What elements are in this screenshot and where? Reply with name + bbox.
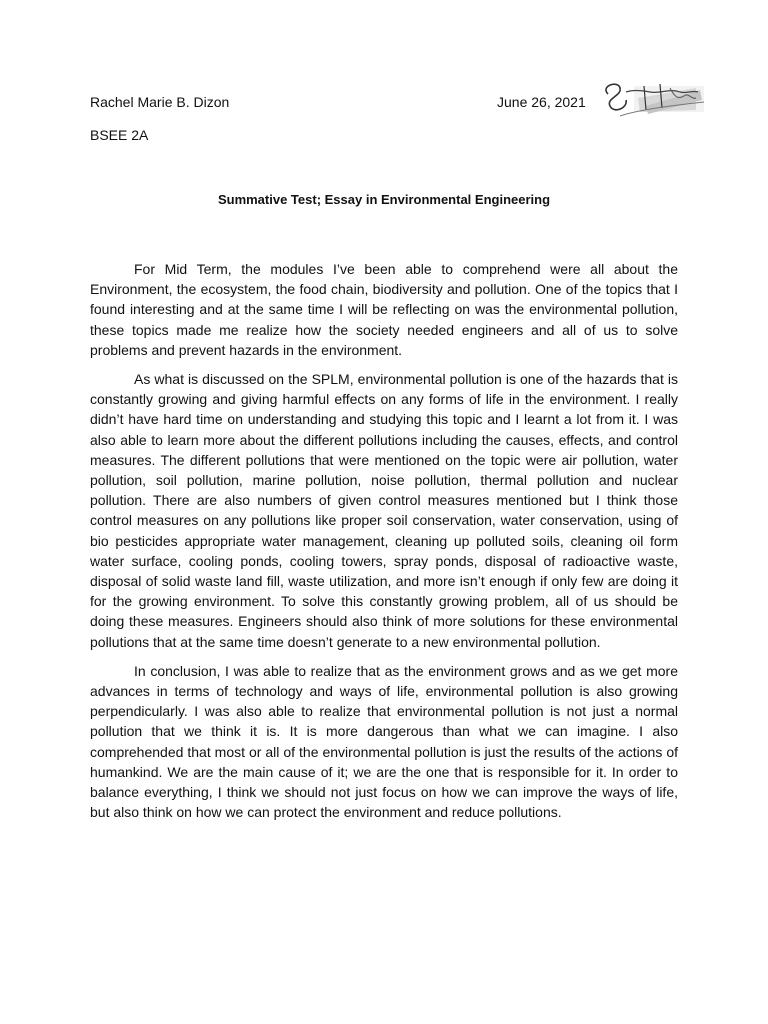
essay-body: [90, 259, 678, 831]
document-date: June 26, 2021: [497, 94, 586, 110]
paragraph-2: As what is discussed on the SPLM, environmental pollution is one of the hazards that is constantly growing and giving harmful effects on any forms of life in the environment. I really didn’t have hard time on understanding and studying this topic and I learnt a lot from it. I was also able to learn more about the different pollutions including the causes, effects, and control measures. The different pollutions that were mentioned on the topic were air pollution, water pollution, soil pollution, marine pollution, noise pollution, thermal pollution and nuclear pollution. There are also numbers of given control measures mentioned but I think those control measures on any pollutions like proper soil conservation, water conservation, using of bio pesticides appropriate water management, cleaning up polluted soils, cleaning oil form water surface, cooling ponds, cooling towers, spray ponds, disposal of radioactive waste, disposal of solid waste land fill, waste utilization, and more isn’t enough if only few are doing it for the growing environment. To solve this constantly growing problem, all of us should be doing these measures. Engineers should also think of more solutions for these environmental pollutions that at the same time doesn’t generate to a new environmental pollution.: [90, 371, 678, 650]
section-label: BSEE 2A: [90, 127, 149, 143]
paragraph-3: In conclusion, I was able to realize that as the environment grows and as we get more advances in terms of technology and ways of life, environmental pollution is also growing perpendicularly. I was also able to realize that environmental pollution is not just a normal pollution that we think it is. It is more dangerous than what we can imagine. I also comprehended that most or all of the environmental pollution is just the results of the actions of humankind. We are the main cause of it; we are the one that is responsible for it. In order to balance everything, I think we should not just focus on how we can improve the ways of life, but also think on how we can protect the environment and reduce pollutions.: [90, 662, 678, 821]
document-title: Summative Test; Essay in Environmental Engineering: [217, 192, 551, 207]
paragraph-1: For Mid Term, the modules I’ve been able to comprehend were all about the Environment, the ecosystem, the food chain, biodiversity and pollution. One of the topics that I found interesting and at the same time I will be reflecting on was the environmental pollution, these topics made me realize how the society needed engineers and all of us to solve problems and prevent hazards in the environment.: [90, 261, 678, 358]
signature-image: [598, 76, 706, 124]
author-name: Rachel Marie B. Dizon: [90, 94, 230, 110]
